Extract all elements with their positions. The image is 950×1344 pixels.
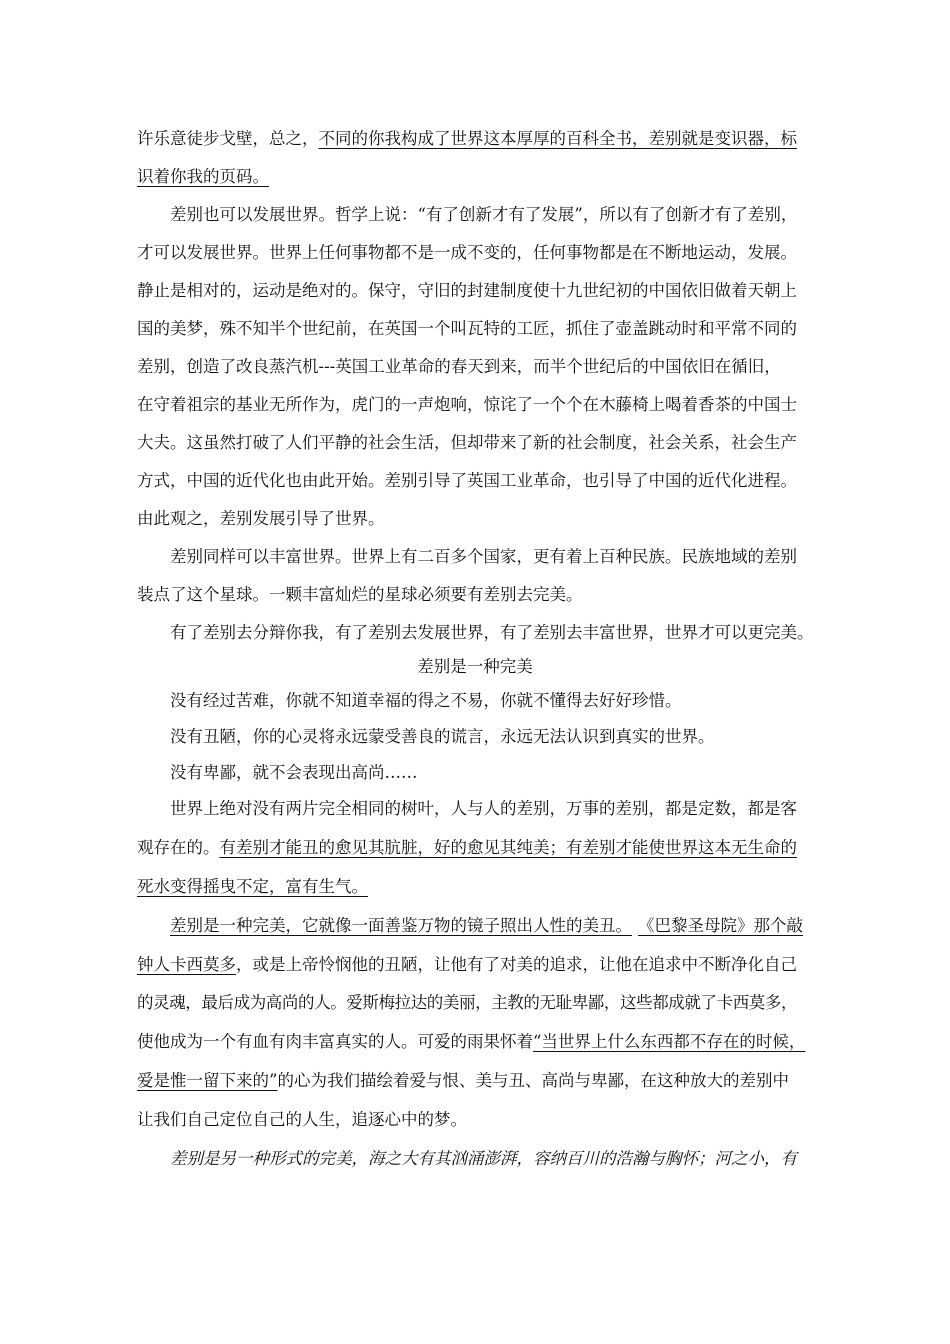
paragraph-line [0,836,950,860]
text-span: 没有经过苦难，你就不知道幸福的得之不易，你就不懂得去好好珍惜。 [170,691,682,710]
paragraph-line [0,621,950,645]
paragraph-line [0,1069,950,1093]
underlined-text-span: 爱是惟一留下来的” [137,1071,278,1090]
paragraph-line [0,127,950,151]
text-span: 差别，创造了改良蒸汽机---英国工业革命的春天到来，而半个世纪后的中国依旧在循旧， [137,357,781,376]
paragraph-line [0,469,950,493]
paragraph-line [0,279,950,303]
underlined-text-span: 死水变得摇曳不定，富有生气。 [137,877,368,896]
text-span: 有了差别去分辩你我，有了差别去发展世界，有了差别去丰富世界，世界才可以更完美。 [170,623,814,642]
paragraph-line [0,953,950,977]
underlined-text-span: “当世界上什么东西都不存在的时候， [533,1032,806,1051]
paragraph-line [0,241,950,265]
text-span: 差别同样可以丰富世界。世界上有二百多个国家，更有着上百种民族。民族地域的差别 [170,547,797,566]
text-span: 许乐意徒步戈壁，总之， [137,129,319,148]
paragraph-line [0,797,950,821]
paragraph-line [0,689,950,713]
text-span: 才可以发展世界。世界上任何事物都不是一成不变的，任何事物都是在不断地运动，发展。 [137,243,797,262]
paragraph-line [0,914,950,938]
section-heading [0,655,950,679]
paragraph-line [0,725,950,749]
paragraph-line [0,355,950,379]
text-span: 观存在的。 [137,838,220,857]
text-span: 装点了这个星球。一颗丰富灿烂的星球必须要有差别去完美。 [137,585,583,604]
text-span: 差别也可以发展世界。哲学上说：“有了创新才有了发展”，所以有了创新才有了差别， [170,205,798,224]
paragraph-line [0,991,950,1015]
text-span: 由此观之，差别发展引导了世界。 [137,509,385,528]
text-span: 没有丑陋，你的心灵将永远蒙受善良的谎言，永远无法认识到真实的世界。 [170,727,715,746]
paragraph-line [0,583,950,607]
text-span: ，或是上帝怜悯他的丑陋，让他有了对美的追求，让他在追求中不断净化自己 [236,955,797,974]
text-span: 世界上绝对没有两片完全相同的树叶，人与人的差别，万事的差别，都是定数，都是客 [170,799,797,818]
paragraph-line [0,1108,950,1132]
text-span: 静止是相对的，运动是绝对的。保守，守旧的封建制度使十九世纪初的中国依旧做着天朝上 [137,281,797,300]
text-span: 方式，中国的近代化也由此开始。差别引导了英国工业革命，也引导了中国的近代化进程。 [137,471,797,490]
text-span: 的心为我们描绘着爱与恨、美与丑、高尚与卑鄙，在这种放大的差别中 [277,1071,789,1090]
paragraph-line [0,165,950,189]
underlined-text-span: 差别是一种完美，它就像一面善鉴万物的镜子照出人性的美丑。 [170,916,632,935]
underlined-text-span: 《巴黎圣母院》那个敲 [638,916,803,935]
paragraph-line [0,507,950,531]
text-span: 的灵魂，最后成为高尚的人。爱斯梅拉达的美丽，主教的无耻卑鄙，这些都成就了卡西莫多， [137,993,798,1012]
paragraph-line [0,1030,950,1054]
underlined-text-span: 识着你我的页码。 [137,167,269,186]
underlined-text-span: 有差别才能丑的愈见其肮脏，好的愈见其纯美；有差别才能使世界这本无生命的 [219,838,797,857]
text-span: 在守着祖宗的基业无所作为，虎门的一声炮响，惊诧了一个个在木藤椅上喝着香茶的中国士 [137,395,797,414]
text-span: 使他成为一个有血有肉丰富真实的人。可爱的雨果怀着 [137,1032,533,1051]
underlined-text-span: 钟人卡西莫多 [137,955,236,974]
paragraph-line [0,393,950,417]
paragraph-line [0,203,950,227]
paragraph-line [0,875,950,899]
section-heading-text: 差别是一种完美 [417,657,533,676]
paragraph-line [0,1147,950,1171]
paragraph-line [0,431,950,455]
text-span: 国的美梦，殊不知半个世纪前，在英国一个叫瓦特的工匠，抓住了壶盖跳动时和平常不同的 [137,319,797,338]
paragraph-line [0,545,950,569]
paragraph-line [0,761,950,785]
underlined-text-span: 不同的你我构成了世界这本厚厚的百科全书，差别就是变识器，标 [318,129,797,148]
italic-text-span: 差别是另一种形式的完美，海之大有其汹涌澎湃，容纳百川的浩瀚与胸怀；河之小，有 [170,1149,797,1168]
text-span: 没有卑鄙，就不会表现出高尚…… [170,763,418,782]
paragraph-line [0,317,950,341]
text-span: 大夫。这虽然打破了人们平静的社会生活，但却带来了新的社会制度，社会关系，社会生产 [137,433,797,452]
text-span: 让我们自己定位自己的人生，追逐心中的梦。 [137,1110,467,1129]
